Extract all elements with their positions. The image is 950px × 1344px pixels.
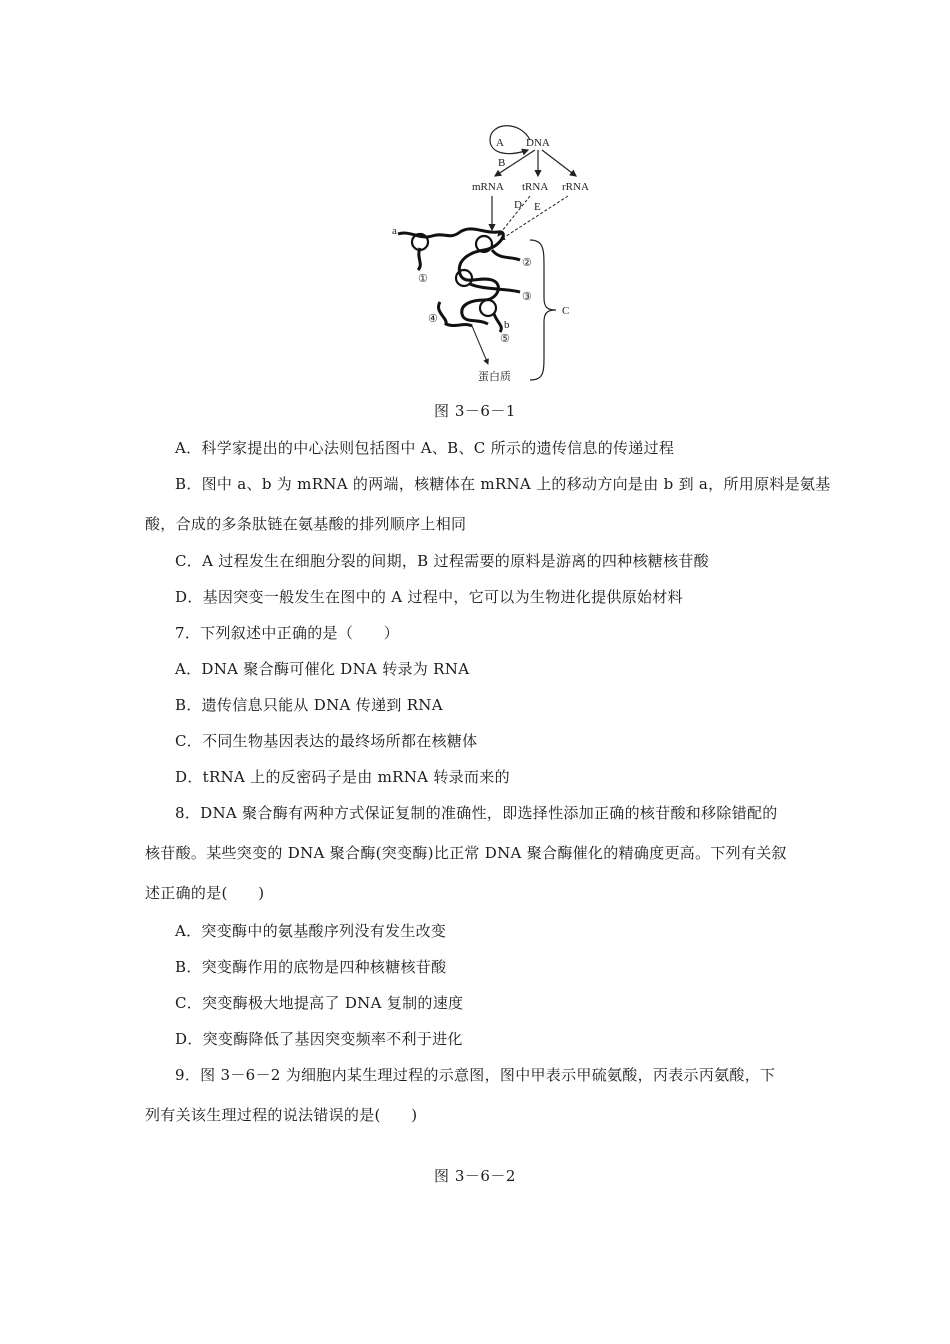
label-A: A <box>496 137 504 149</box>
option-7b: B．遗传信息只能从 DNA 传递到 RNA <box>175 696 443 714</box>
label-b: b <box>504 319 510 331</box>
question-7: 7．下列叙述中正确的是（ ） <box>175 624 400 642</box>
question-8-cont1: 核苷酸。某些突变的 DNA 聚合酶(突变酶)比正常 DNA 聚合酶催化的精确度更高。下列有关叙 <box>145 844 787 862</box>
option-6b-cont: 酸，合成的多条肽链在氨基酸的排列顺序上相同 <box>145 515 467 533</box>
mrna-strand <box>398 229 503 324</box>
option-7c: C．不同生物基因表达的最终场所都在核糖体 <box>175 732 478 750</box>
label-n5: ⑤ <box>500 333 510 345</box>
label-protein: 蛋白质 <box>478 371 511 383</box>
option-6a: A．科学家提出的中心法则包括图中 A、B、C 所示的遗传信息的传递过程 <box>175 439 675 457</box>
option-8d: D．突变酶降低了基因突变频率不利于进化 <box>175 1030 463 1048</box>
question-9: 9．图 3－6－2 为细胞内某生理过程的示意图，图中甲表示甲硫氨酸，丙表示丙氨酸，下 <box>175 1066 776 1084</box>
label-dna: DNA <box>526 137 550 149</box>
label-E: E <box>534 201 541 213</box>
label-n1: ① <box>418 273 428 285</box>
label-D: D <box>514 199 522 211</box>
option-8a: A．突变酶中的氨基酸序列没有发生改变 <box>175 922 447 940</box>
central-dogma-figure <box>380 118 590 390</box>
question-9-cont: 列有关该生理过程的说法错误的是( ) <box>145 1106 418 1124</box>
option-7a: A．DNA 聚合酶可催化 DNA 转录为 RNA <box>175 660 470 678</box>
option-8c: C．突变酶极大地提高了 DNA 复制的速度 <box>175 994 464 1012</box>
option-7d: D．tRNA 上的反密码子是由 mRNA 转录而来的 <box>175 768 510 786</box>
option-6b: B．图中 a、b 为 mRNA 的两端，核糖体在 mRNA 上的移动方向是由 b 到 a，所用原料是氨基 <box>175 475 831 493</box>
figure1-caption: 图 3－6－1 <box>434 402 516 420</box>
figure2-caption: 图 3－6－2 <box>434 1167 516 1185</box>
label-n2: ② <box>522 257 532 269</box>
label-C: C <box>562 305 570 317</box>
label-mrna: mRNA <box>472 181 504 193</box>
label-trna: tRNA <box>522 181 549 193</box>
label-n3: ③ <box>522 291 532 303</box>
label-a: a <box>392 225 397 237</box>
question-8: 8．DNA 聚合酶有两种方式保证复制的准确性，即选择性添加正确的核苷酸和移除错配的 <box>175 804 778 822</box>
brace-C <box>530 240 556 380</box>
label-rrna: rRNA <box>562 181 589 193</box>
label-n4: ④ <box>428 313 438 325</box>
option-6d: D．基因突变一般发生在图中的 A 过程中，它可以为生物进化提供原始材料 <box>175 588 683 606</box>
label-B: B <box>498 157 506 169</box>
option-6c: C．A 过程发生在细胞分裂的间期，B 过程需要的原料是游离的四种核糖核苷酸 <box>175 552 709 570</box>
option-8b: B．突变酶作用的底物是四种核糖核苷酸 <box>175 958 447 976</box>
central-dogma-diagram <box>380 118 590 390</box>
question-8-cont2: 述正确的是( ) <box>145 884 265 902</box>
